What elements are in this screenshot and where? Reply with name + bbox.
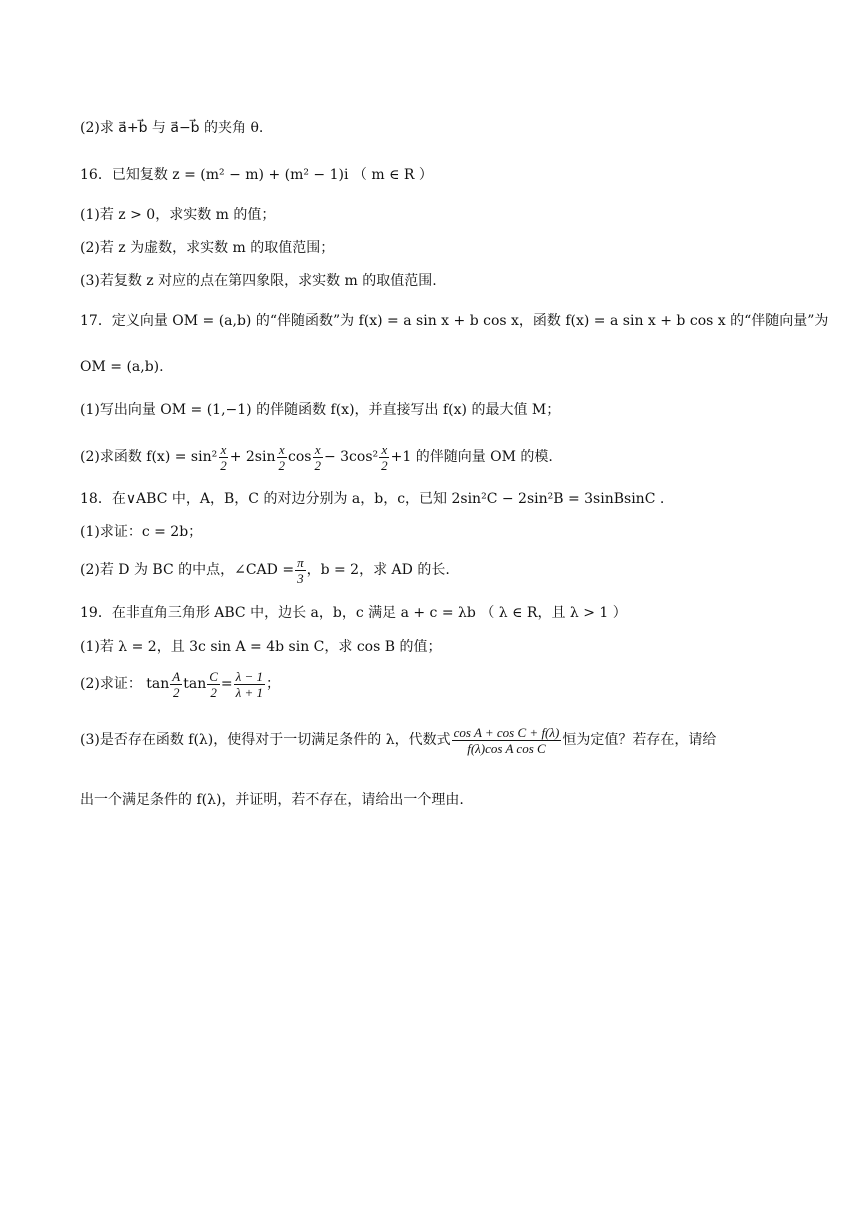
q18-part1: (1)求证：c = 2b；: [80, 524, 203, 540]
q17-stem-cont: OM = (a,b).: [80, 359, 164, 375]
q19-stem: 19．在非直角三角形 ABC 中，边长 a，b，c 满足 a + c = λb （ λ ∈ R，且 λ > 1 ）: [80, 605, 627, 621]
fraction-cos-expression: $\frac{\text{cos A + cos C + f(λ)}}{\text{f(λ)cos A cos C}}$: [453, 724, 560, 756]
q16-stem: 16．已知复数 z = (m² − m) + (m² − 1)i （ m ∈ R ）: [80, 167, 433, 183]
q19-part3-cont: 出一个满足条件的 f(λ)，并证明，若不存在，请给出一个理由.: [80, 792, 464, 808]
fraction-x-over-2: $\frac{x}{2}$: [220, 441, 227, 473]
fraction-x-over-2: $\frac{x}{2}$: [314, 441, 321, 473]
q17-stem: 17．定义向量 OM = (a,b) 的“伴随函数”为 f(x) = a sin x + b cos x，函数 f(x) = a sin x + b cos x 的“伴随向量”为: [80, 313, 829, 329]
q18-part2: (2)若 D 为 BC 的中点，∠CAD = $\frac{\pi}{3}$ ，b = 2，求 AD 的长.: [80, 554, 450, 586]
q17-part1: (1)写出向量 OM = (1,−1) 的伴随函数 f(x)，并直接写出 f(x) 的最大值 M；: [80, 402, 561, 418]
q16-part2: (2)若 z 为虚数，求实数 m 的取值范围；: [80, 240, 335, 256]
q18-stem: 18．在∨ABC 中，A，B，C 的对边分别为 a，b，c，已知 2sin²C − 2sin²B = 3sinBsinC .: [80, 491, 665, 507]
fraction-A-over-2: $\frac{A}{2}$: [172, 668, 181, 700]
q17-part2: (2)求函数 f(x) = sin² $\frac{x}{2}$ + 2sin $\frac{x}{2}$ cos $\frac{x}{2}$ − 3cos² $\frac{x}{2}$ +1 的伴随向量 OM 的模.: [80, 441, 553, 473]
fraction-lambda: $\frac{\lambda - 1}{\lambda + 1}$: [235, 668, 264, 700]
fraction-pi-over-3: $\frac{\pi}{3}$: [297, 554, 304, 586]
q19-part1: (1)若 λ = 2，且 3c sin A = 4b sin C，求 cos B 的值；: [80, 639, 442, 655]
fraction-C-over-2: $\frac{C}{2}$: [209, 668, 218, 700]
q15-part2: (2)求 a⃗+b⃗ 与 a⃗−b⃗ 的夹角 θ.: [80, 120, 264, 136]
q19-part2: (2)求证： tan $\frac{A}{2}$ tan $\frac{C}{2}$ = $\frac{\lambda - 1}{\lambda + 1}$ ；: [80, 668, 281, 700]
fraction-x-over-2: $\frac{x}{2}$: [381, 441, 388, 473]
q16-part3: (3)若复数 z 对应的点在第四象限，求实数 m 的取值范围.: [80, 273, 437, 289]
q19-part3: (3)是否存在函数 f(λ)，使得对于一切满足条件的 λ，代数式 $\frac{\text{cos A + cos C + f(λ)}}{\text{f(λ)cos A cos C}}$ 恒为定值？若存在，请给: [80, 724, 717, 756]
fraction-x-over-2: $\frac{x}{2}$: [278, 441, 285, 473]
q16-part1: (1)若 z > 0，求实数 m 的值；: [80, 207, 276, 223]
